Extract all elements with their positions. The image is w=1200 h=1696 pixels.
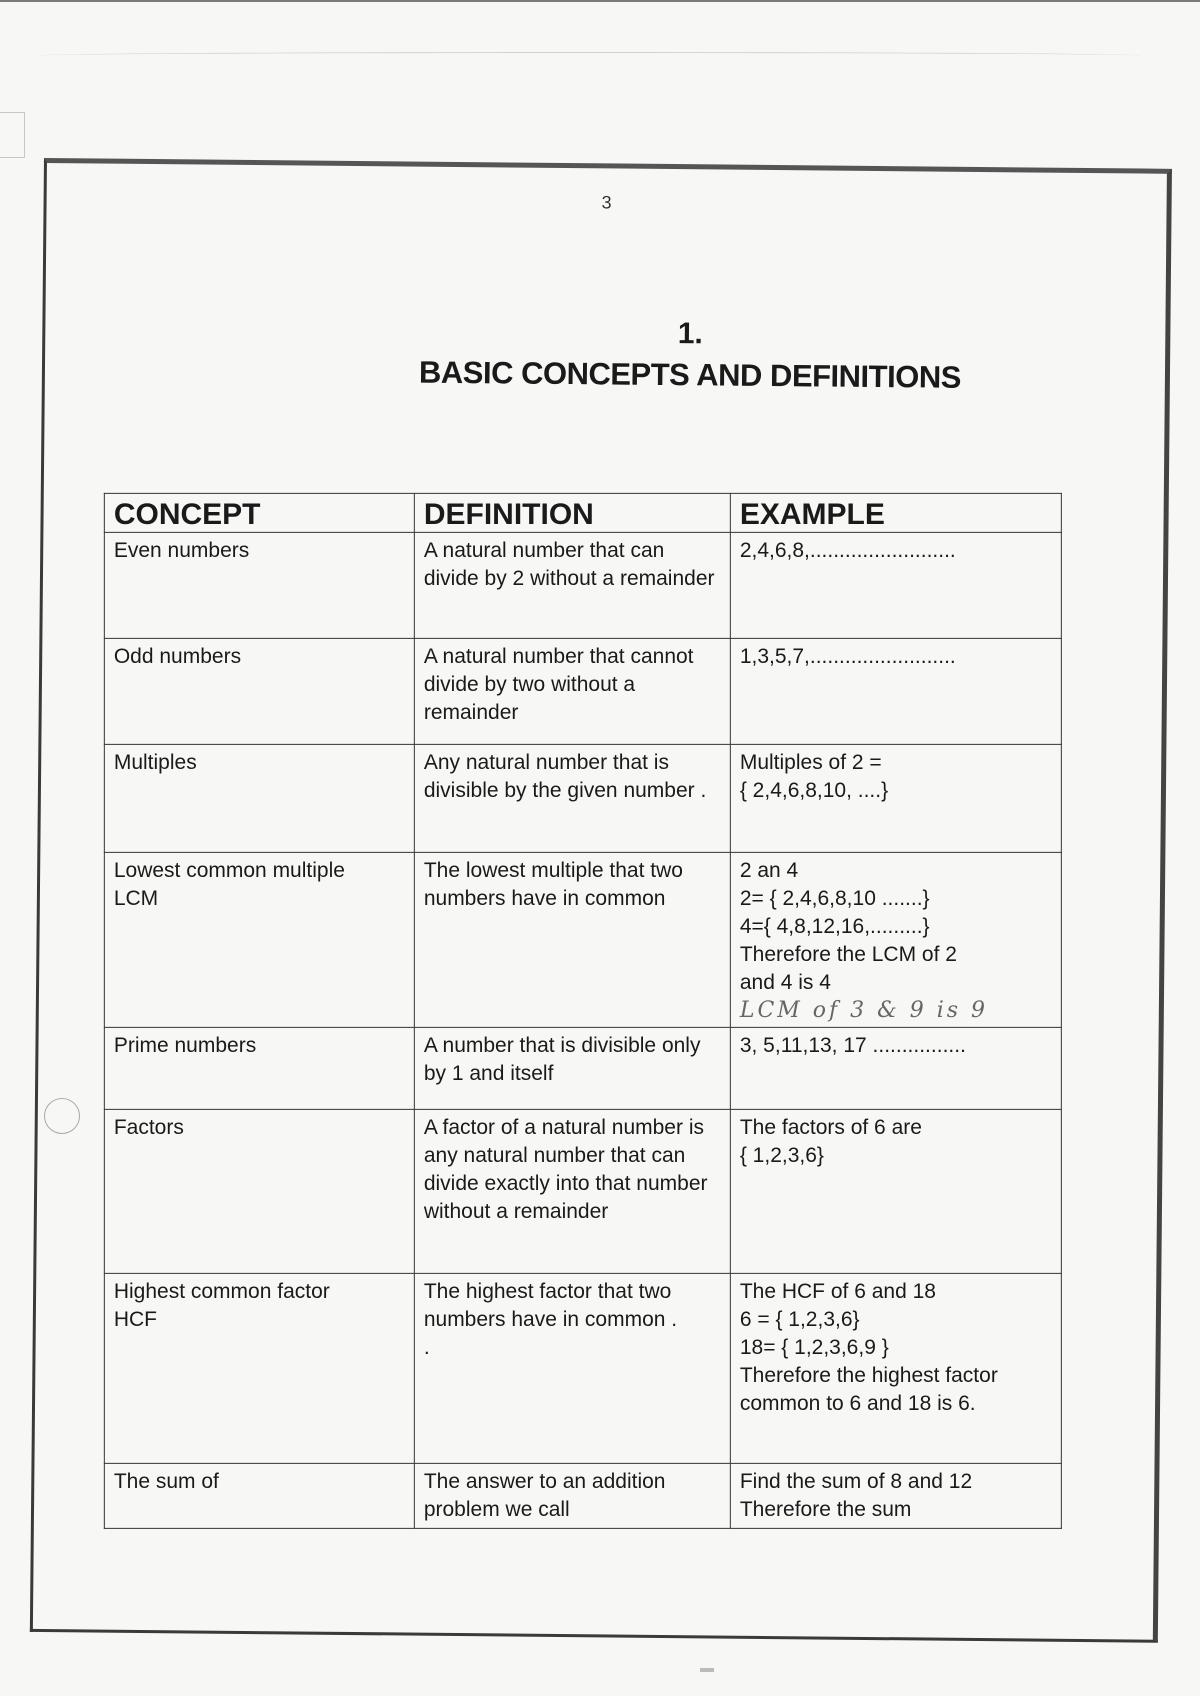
definition-cell: A natural number that can divide by 2 without a remainder [414,532,730,638]
example-cell: 1,3,5,7,......................... [730,638,1061,744]
concept-cell: Prime numbers [104,1027,414,1109]
header-concept: CONCEPT [104,493,414,532]
table-row [104,532,1061,638]
table-row [104,1273,1061,1463]
example-cell: 3, 5,11,13, 17 ................ [730,1027,1061,1109]
concept-cell: The sum of [104,1463,414,1528]
margin-mark [0,112,25,158]
table-row [104,1109,1061,1273]
definition-cell: The answer to an addition problem we call [414,1463,730,1528]
table-header-row [104,493,1061,532]
concept-cell: Even numbers [104,532,414,638]
definition-cell: Any natural number that is divisible by the given number . [414,744,730,852]
example-cell: The factors of 6 are { 1,2,3,6} [730,1109,1061,1273]
table-row [104,852,1061,1027]
table-row [104,744,1061,852]
concept-cell: Multiples [104,744,414,852]
definition-cell: A number that is divisible only by 1 and itself [414,1027,730,1109]
scan-curve-artifact [40,52,1140,59]
example-cell [730,852,1061,1027]
page-number: 3 [601,192,612,213]
concept-cell: Lowest common multiple LCM [104,852,414,1027]
example-cell: Find the sum of 8 and 12 Therefore the sum [730,1463,1061,1528]
page-frame [30,158,1172,1643]
concept-cell: Factors [104,1109,414,1273]
table-row [104,638,1061,744]
concept-cell: Odd numbers [104,638,414,744]
header-example: EXAMPLE [730,493,1061,532]
scan-edge-line [0,0,1200,2]
table-row [104,1027,1061,1109]
chapter-number: 1. [677,317,704,351]
definition-cell: A factor of a natural number is any natural number that can divide exactly into that number without a remainder [414,1109,730,1273]
handwritten-note: LCM of 3 & 9 is 9 [739,997,989,1023]
scan-speck [700,1668,714,1672]
concept-cell: Highest common factor HCF [104,1273,414,1463]
definition-cell: A natural number that cannot divide by two without a remainder [414,638,730,744]
example-cell: Multiples of 2 = { 2,4,6,8,10, ....} [730,744,1061,852]
definition-cell: The lowest multiple that two numbers have in common [414,852,730,1027]
example-cell: The HCF of 6 and 18 6 = { 1,2,3,6} 18= { 1,2,3,6,9 } Therefore the highest factor common to 6 and 18 is 6. [730,1273,1061,1463]
page-title: BASIC CONCEPTS AND DEFINITIONS [418,354,962,395]
header-definition: DEFINITION [414,493,730,532]
concepts-table [104,493,1062,1529]
example-cell: 2,4,6,8,......................... [730,532,1061,638]
table-row [104,1463,1061,1528]
definition-cell: The highest factor that two numbers have in common . . [414,1273,730,1463]
example-text: 2 an 4 2= { 2,4,6,8,10 .......} 4={ 4,8,12,16,.........} Therefore the LCM of 2 and 4 is 4 [739,858,957,994]
